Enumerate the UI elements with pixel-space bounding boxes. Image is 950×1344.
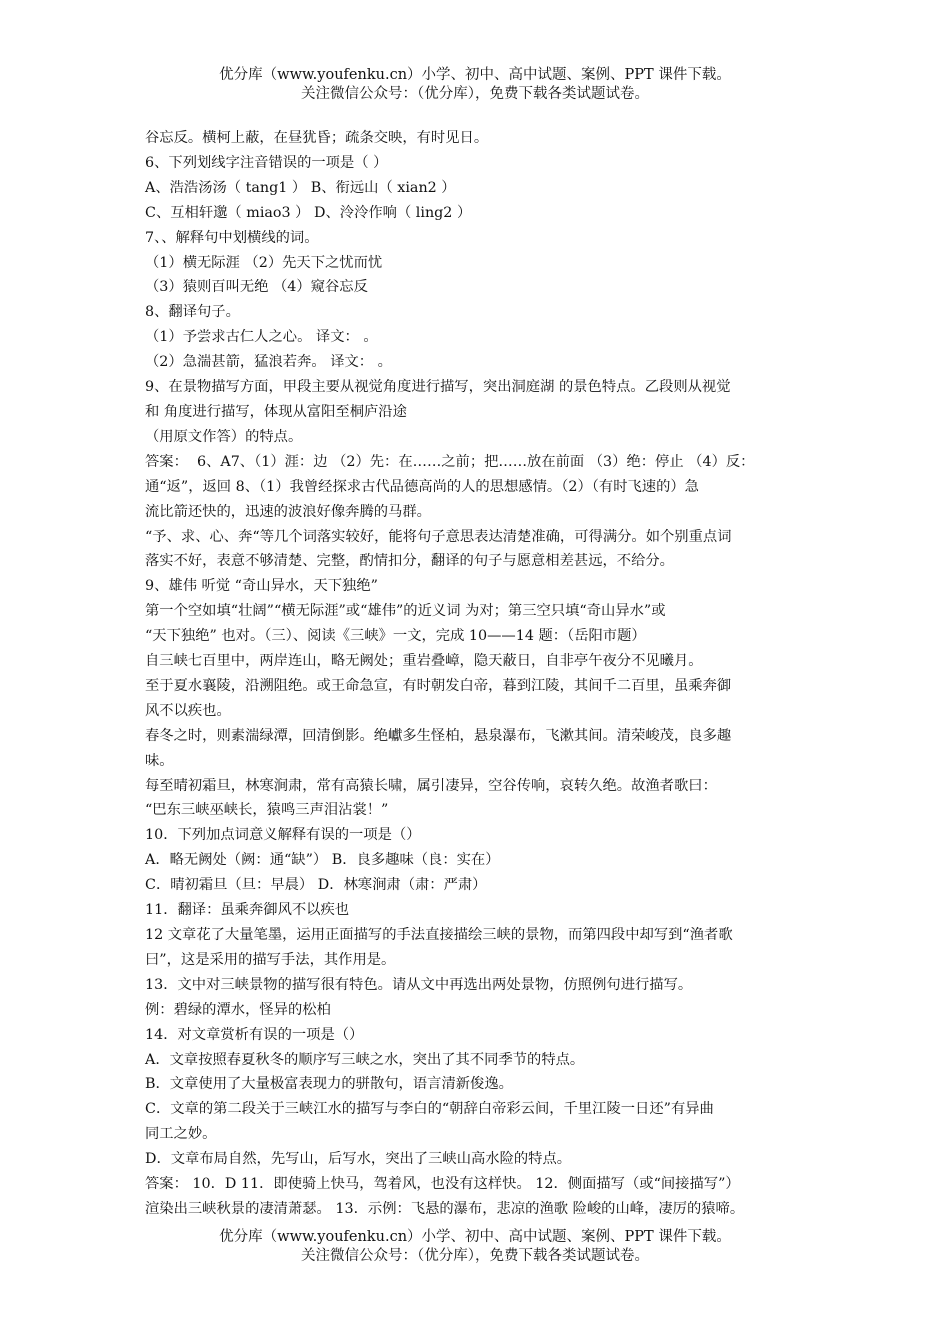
document-body (145, 126, 807, 1222)
text-line: 至于夏水襄陵，沿溯阻绝。或王命急宣，有时朝发白帝，暮到江陵，其间千二百里，虽乘奔御 (145, 677, 732, 694)
text-line: A．文章按照春夏秋冬的顺序写三峡之水，突出了其不同季节的特点。 (145, 1051, 585, 1068)
text-line: A、浩浩汤汤（ tang1 ） B、衔远山（ xian2 ） (145, 179, 456, 196)
text-line: 7、、解释句中划横线的词。 (145, 229, 319, 246)
text-line: 12 文章花了大量笔墨，运用正面描写的手法直接描绘三峡的景物，而第四段中却写到“渔者歌 (145, 927, 733, 943)
text-line: 答案： 10．D 11．即使骑上快马，驾着风，也没有这样快。 12．侧面描写（或“间接描写”） (145, 1176, 740, 1193)
text-line: 和 角度进行描写，体现从富阳至桐庐沿途 (145, 403, 407, 420)
text-line: 第一个空如填“壮阔”“横无际涯”或“雄伟”的近义词 为对；第三空只填“奇山异水”或 (145, 603, 666, 620)
text-line: （1）予尝求古仁人之心。 译文： 。 (145, 329, 378, 346)
text-line: “予、求、心、奔“等几个词落实较好，能将句子意思表达清楚准确，可得满分。如个别重点词 (145, 528, 732, 545)
text-line: 风不以疾也。 (145, 702, 231, 719)
text-line: 春冬之时，则素湍绿潭，回清倒影。绝巘多生怪柏，悬泉瀑布，飞漱其间。清荣峻茂，良多趣 (145, 727, 732, 744)
text-line: 同工之妙。 (145, 1126, 217, 1143)
footer-line-1: 优分库（www.youfenku.cn）小学、初中、高中试题、案例、PPT 课件下载。 (219, 1229, 731, 1245)
text-line: 味。 (145, 752, 174, 769)
text-line: 落实不好，表意不够清楚、完整，酌情扣分，翻译的句子与愿意相差甚远，不给分。 (145, 553, 674, 570)
text-line: 曰”，这是采用的描写手法，其作用是。 (145, 951, 396, 968)
text-line: C．文章的第二段关于三峡江水的描写与李白的“朝辞白帝彩云间，千里江陵一日还”有异曲 (145, 1101, 714, 1118)
text-line: 流比箭还快的，迅速的波浪好像奔腾的马群。 (145, 503, 431, 520)
text-line: 10．下列加点词意义解释有误的一项是（） (145, 827, 421, 844)
text-line: （1）横无际涯 （2）先天下之忧而忧 (145, 254, 383, 271)
text-line: 11．翻译：虽乘奔御风不以疾也 (145, 902, 350, 919)
text-line: “巴东三峡巫峡长，猿鸣三声泪沾裳！” (145, 802, 389, 819)
page-header (0, 66, 950, 104)
text-line: A．略无阙处（阙：通“缺”） B．良多趣味（良：实在） (145, 852, 500, 869)
text-line: （3）猿则百叫无绝 （4）窥谷忘反 (145, 279, 368, 296)
text-line: 自三峡七百里中，两岸连山，略无阙处；重岩叠嶂，隐天蔽日，自非亭午夜分不见曦月。 (145, 653, 703, 670)
text-line: C、互相轩邈（ miao3 ） D、泠泠作响（ ling2 ） (145, 204, 472, 221)
text-line: 答案： 6、A7、（1）涯：边 （2）先：在……之前；把……放在前面 （3）绝：停止 （4）反： (145, 453, 755, 470)
text-line: 谷忘反。横柯上蔽，在昼犹昏；疏条交映，有时见日。 (145, 130, 489, 146)
text-line: 例：碧绿的潭水，怪异的松柏 (145, 1001, 331, 1018)
text-line: 渲染出三峡秋景的凄清萧瑟。 13．示例：飞悬的瀑布，悲凉的渔歌 险峻的山峰，凄厉的猿啼。 (145, 1200, 745, 1217)
text-line: 每至晴初霜旦，林寒涧肃，常有高猿长啸，属引凄异，空谷传响，哀转久绝。故渔者歌曰： (145, 777, 717, 794)
text-line: 13．文中对三峡景物的描写很有特色。请从文中再选出两处景物，仿照例句进行描写。 (145, 976, 693, 993)
text-line: （用原文作答）的特点。 (145, 428, 303, 445)
text-line: 9、在景物描写方面，甲段主要从视觉角度进行描写，突出洞庭湖 的景色特点。乙段则从视觉 (145, 379, 731, 396)
text-line: 14．对文章赏析有误的一项是（） (145, 1026, 364, 1043)
text-line: “天下独绝” 也对。（三）、阅读《三峡》一文，完成 10——14 题：（岳阳市题） (145, 628, 646, 645)
text-line: 6、下列划线字注音错误的一项是（ ） (145, 154, 388, 171)
text-line: C．晴初霜旦（旦：早晨） D．林寒涧肃（肃：严肃） (145, 877, 487, 894)
text-line: D．文章布局自然，先写山，后写水，突出了三峡山高水险的特点。 (145, 1151, 572, 1168)
text-line: 8、翻译句子。 (145, 304, 240, 321)
header-line-1: 优分库（www.youfenku.cn）小学、初中、高中试题、案例、PPT 课件下载。 (219, 67, 731, 83)
text-line: 通“返”，返回 8、（1）我曾经探求古代品德高尚的人的思想感情。（2）（有时飞速的）急 (145, 478, 699, 495)
text-line: B．文章使用了大量极富表现力的骈散句，语言清新俊逸。 (145, 1076, 513, 1093)
page-footer (0, 1228, 950, 1266)
header-line-2: 关注微信公众号：（优分库），免费下载各类试题试卷。 (301, 86, 649, 102)
footer-line-2: 关注微信公众号：（优分库），免费下载各类试题试卷。 (301, 1248, 649, 1264)
text-line: （2）急湍甚箭，猛浪若奔。 译文： 。 (145, 354, 392, 371)
text-line: 9、雄伟 听觉 “奇山异水，天下独绝” (145, 578, 378, 595)
